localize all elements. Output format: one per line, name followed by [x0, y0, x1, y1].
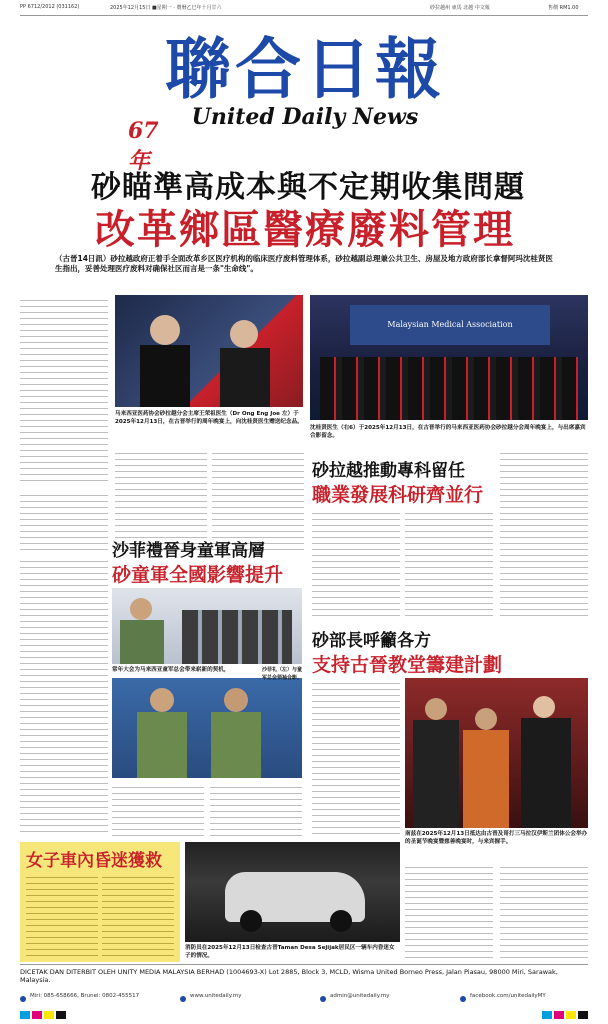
footer-web[interactable]: www.unitedaily.my — [190, 993, 242, 999]
story2-col-2 — [405, 508, 493, 618]
cyan-swatch — [20, 1011, 30, 1019]
story4-photo-caption: 南兹在2025年12月13日抵达由古晋及哥打三马拉汉伊斯兰团体公会举办的圣诞节晚宴暨慈善晚宴时，与来宾握手。 — [405, 831, 588, 845]
print-color-bar — [0, 1010, 608, 1020]
story4-headline-1: 砂部長呼籲各方 — [312, 631, 431, 651]
story4-col-1 — [312, 678, 400, 838]
story3-headline-2: 砂童軍全國影響提升 — [112, 564, 284, 586]
edition-label: 砂拉越州 東馬 北越 中文報 — [430, 5, 490, 11]
cyan-swatch — [542, 1011, 552, 1019]
story3-photo-2-caption: 沙菲礼（左）与童军总会领袖合影。 — [262, 667, 303, 681]
anniversary-logo: 67年 — [128, 118, 159, 174]
masthead-chinese: 聯合日報 — [165, 30, 445, 108]
story5-box — [20, 842, 180, 962]
email-icon — [320, 996, 326, 1002]
person-head — [130, 598, 152, 620]
story3-col-2 — [112, 782, 204, 837]
phone-icon — [20, 996, 26, 1002]
story2-col-3 — [500, 448, 588, 618]
top-divider — [20, 15, 588, 16]
person-body — [413, 720, 459, 828]
yellow-swatch — [44, 1011, 54, 1019]
person-body — [140, 345, 190, 407]
footer-phone: Miri: 085-658666, Brunei: 0802-455517 — [30, 993, 140, 999]
magenta-swatch — [554, 1011, 564, 1019]
main-headline-1: 砂瞄準高成本與不定期收集問題 — [91, 170, 525, 205]
footer-email[interactable]: admin@unitedaily.my — [330, 993, 390, 999]
footer — [20, 990, 590, 1004]
story5-photo-caption: 消防员在2025年12月13日检查古晋Taman Desa Sejijak居民区一辆车内昏迷女子的情况。 — [185, 945, 395, 959]
person-body — [521, 718, 571, 828]
web-icon — [180, 996, 186, 1002]
imprint: DICETAK DAN DITERBIT OLEH UNITY MEDIA MALAYSIA BERHAD (1004693-X) Lot 2885, Block 3, MCLD, Wisma United Borneo Press, Jalan Piasau, 98000 Miri, Sarawak, Malaysia. — [20, 968, 558, 984]
story4-headline-2: 支持古晉教堂籌建計劃 — [312, 654, 503, 676]
bottom-divider — [20, 964, 588, 965]
story3-col-1 — [20, 556, 108, 836]
story5-photo — [185, 842, 400, 942]
person-head — [425, 698, 447, 720]
story5-col-2 — [102, 872, 174, 958]
scout-uniform — [137, 712, 187, 778]
batik-shirt — [463, 730, 509, 828]
black-swatch — [578, 1011, 588, 1019]
main-body-col-1b — [20, 490, 108, 550]
main-body-col-1 — [20, 295, 108, 485]
yellow-swatch — [566, 1011, 576, 1019]
story4-col-2 — [405, 862, 493, 962]
person-head — [533, 696, 555, 718]
main-photo-1 — [115, 295, 303, 407]
scout-uniform — [120, 620, 164, 664]
story3-headline-1: 沙菲禮晉身童軍高層 — [112, 541, 265, 561]
person-head — [224, 688, 248, 712]
main-lead: （古晉14日訊）砂拉越政府正着手全面改革乡区医疗机构的临床医疗废料管理体系，砂拉越副总理兼公共卫生、房屋及地方政府部长拿督阿玛沈桂贤医生指出，妥善处理医疗废料对确保社区而言是一条"生命线"。 — [55, 254, 553, 273]
issue-date: 2025年12月15日 ■星期一 · 農曆乙巳年十月廿六 — [110, 5, 222, 11]
black-swatch — [56, 1011, 66, 1019]
story3-col-3 — [210, 782, 302, 837]
main-photo-1-caption: 马来西亚医药协会砂拉越分会主席王荣祖医生（Dr Ong Eng Joe 左）于2025年12月13日，在古晋举行的周年晚宴上，向沈桂贤医生赠送纪念品。 — [115, 411, 303, 425]
car-wheel — [240, 910, 262, 932]
story3-photo-1 — [112, 588, 302, 664]
masthead-english: United Daily News — [191, 104, 419, 130]
story4-photo — [405, 678, 588, 828]
story5-headline: 女子車內昏迷獲救 — [26, 851, 162, 871]
event-banner: Malaysian Medical Association — [350, 305, 550, 345]
person-head — [150, 688, 174, 712]
audience — [182, 610, 292, 664]
story2-headline-1: 砂拉越推動專科留任 — [312, 461, 465, 481]
facebook-icon — [460, 996, 466, 1002]
story4-col-3 — [500, 862, 588, 962]
scout-uniform — [211, 712, 261, 778]
story3-photo-1-caption: 常年大会为马来西亚童军总会带来崭新的契机， — [112, 667, 230, 673]
top-bar — [0, 0, 608, 14]
story2-headline-2: 職業發展科研齊並行 — [312, 484, 484, 506]
price-label: 售價 RM1.00 — [548, 5, 579, 11]
group-of-people — [320, 357, 578, 420]
footer-facebook[interactable]: facebook.com/unitedailyMY — [470, 993, 546, 999]
permit-number: PP 6712/2012 (031162) — [20, 4, 80, 10]
story5-col-1 — [26, 872, 98, 958]
person-head — [230, 320, 258, 348]
car-wheel — [330, 910, 352, 932]
story2-col-1 — [312, 508, 400, 618]
main-headline-2: 改革鄉區醫療廢料管理 — [95, 206, 515, 253]
person-head — [150, 315, 180, 345]
person-head — [475, 708, 497, 730]
magenta-swatch — [32, 1011, 42, 1019]
main-photo-2 — [310, 295, 588, 420]
main-photo-2-caption: 沈桂贤医生（右6）于2025年12月13日，在古晋举行的马来西亚医药协会砂拉越分会周年晚宴上，与出席嘉宾合影留念。 — [310, 425, 586, 439]
person-body — [220, 348, 270, 407]
